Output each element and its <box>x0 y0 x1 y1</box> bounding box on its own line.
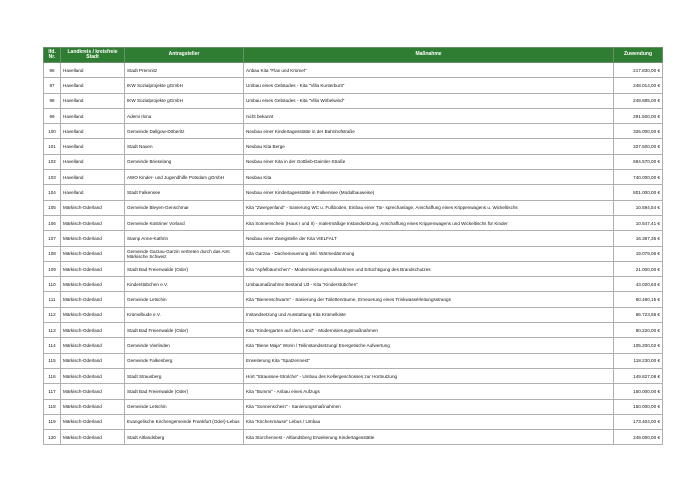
cell-antragsteller: Gemeinde Küstriner Vorland <box>125 215 244 230</box>
table-row <box>44 200 663 215</box>
cell-antragsteller: Gemeinde Falkenberg <box>125 353 244 368</box>
cell-antragsteller: Stadt Premnitz <box>125 63 244 78</box>
cell-nr: 98 <box>44 93 61 108</box>
cell-zuwendung: 740.000,00 € <box>614 170 663 185</box>
table-row <box>44 185 663 200</box>
col-header-antragsteller: Antragsteller <box>125 48 244 63</box>
table-row <box>44 414 663 429</box>
cell-antragsteller: Stamp Anne-Kathrin <box>125 231 244 246</box>
cell-massnahme: Neubau einer Kita in der Gottlieb-Daimler-Straße <box>244 154 614 169</box>
table-row <box>44 231 663 246</box>
table-row <box>44 93 663 108</box>
cell-antragsteller: Stadt Bad Freienwalde (Oder) <box>125 261 244 276</box>
table-row <box>44 154 663 169</box>
cell-zuwendung: 249.885,00 € <box>614 93 663 108</box>
cell-antragsteller: Stadt Nauen <box>125 139 244 154</box>
cell-massnahme: Neubau einer Kindertagesstätte in Falkensee (Modulbauweise) <box>244 185 614 200</box>
cell-kreis: Märkisch-Oderland <box>61 368 125 383</box>
cell-nr: 117 <box>44 384 61 399</box>
cell-massnahme: Hort "Strausseе-Strolche" - Umbau des Kellergeschosses zur Hortnutzung <box>244 368 614 383</box>
cell-antragsteller: Gemeinde Bleyen-Genschmar <box>125 200 244 215</box>
cell-kreis: Havelland <box>61 185 125 200</box>
cell-kreis: Havelland <box>61 124 125 139</box>
cell-kreis: Havelland <box>61 170 125 185</box>
cell-nr: 107 <box>44 231 61 246</box>
cell-antragsteller: Stadt Strausberg <box>125 368 244 383</box>
cell-massnahme: Kita "Bummi" - Anbau eines Aufzugs <box>244 384 614 399</box>
cell-antragsteller: Gemeinde Brieselang <box>125 154 244 169</box>
cell-massnahme: Kita "Kindergarten auf dem Land" - Modernisierungsmaßnahmen <box>244 323 614 338</box>
cell-kreis: Märkisch-Oderland <box>61 399 125 414</box>
cell-kreis: Märkisch-Oderland <box>61 414 125 429</box>
cell-zuwendung: 19.079,06 € <box>614 246 663 261</box>
cell-nr: 106 <box>44 215 61 230</box>
cell-zuwendung: 327.500,00 € <box>614 139 663 154</box>
cell-antragsteller: AWO Kinder- und Jugendhilfe Potsdam gGmbH <box>125 170 244 185</box>
table-row <box>44 108 663 123</box>
col-header-nr: lfd. Nr. <box>44 48 61 63</box>
cell-massnahme: Kita Storchennest - Altlandsberg Erweiterung Kindertagesstätte <box>244 430 614 445</box>
cell-massnahme: Anbau Kita "Flax und Krümel" <box>244 63 614 78</box>
col-header-zuwendung: Zuwendung <box>614 48 663 63</box>
cell-massnahme: Kita Garzau - Dachemeuerung inkl. Wärmedämmung <box>244 246 614 261</box>
cell-nr: 112 <box>44 307 61 322</box>
cell-antragsteller: Gemeinde Letschin <box>125 399 244 414</box>
cell-zuwendung: 10.594,54 € <box>614 200 663 215</box>
cell-massnahme: nicht bekannt <box>244 108 614 123</box>
cell-massnahme: Kita "Zwergenland" - Sanierung WC u. Fußboden, Einbau einer Tür- sprechanlage, Anschaffung eines Krippenwagens u. Wickeltischs <box>244 200 614 215</box>
cell-nr: 99 <box>44 108 61 123</box>
table-header-row <box>44 48 663 63</box>
cell-zuwendung: 248.014,00 € <box>614 78 663 93</box>
table-row <box>44 63 663 78</box>
cell-massnahme: Neubau Kita Berge <box>244 139 614 154</box>
table-row <box>44 139 663 154</box>
cell-antragsteller: Gemeinde Garzau-Garzin vertreten durch das Amt Märkische Schweiz <box>125 246 244 261</box>
table-row <box>44 323 663 338</box>
cell-nr: 120 <box>44 430 61 445</box>
cell-nr: 100 <box>44 124 61 139</box>
cell-zuwendung: 43.020,63 € <box>614 277 663 292</box>
cell-zuwendung: 80.220,00 € <box>614 323 663 338</box>
cell-kreis: Märkisch-Oderland <box>61 215 125 230</box>
cell-nr: 116 <box>44 368 61 383</box>
cell-massnahme: Umbau eines Gebäudes - Kita "Villa Wirbelwind" <box>244 93 614 108</box>
cell-massnahme: Umbau eines Gebäudes - Kita "Villa Kunterbunt" <box>244 78 614 93</box>
cell-zuwendung: 105.200,02 € <box>614 338 663 353</box>
cell-massnahme: Kita "Sonnenschein" - Sanierungsmaßnahmen <box>244 399 614 414</box>
cell-antragsteller: Stadt Altlandsberg <box>125 430 244 445</box>
cell-antragsteller: IKW Sozialprojekte gGmbH <box>125 78 244 93</box>
cell-kreis: Havelland <box>61 154 125 169</box>
cell-nr: 111 <box>44 292 61 307</box>
cell-zuwendung: 60.480,15 € <box>614 292 663 307</box>
cell-nr: 110 <box>44 277 61 292</box>
cell-massnahme: Erweiterung Kita "Spatzennest" <box>244 353 614 368</box>
cell-massnahme: Umbaumaßnahme Bestand U3 - Kita "Kinderstübchen" <box>244 277 614 292</box>
cell-nr: 103 <box>44 170 61 185</box>
table-row <box>44 292 663 307</box>
cell-zuwendung: 291.500,00 € <box>614 108 663 123</box>
cell-zuwendung: 21.000,00 € <box>614 261 663 276</box>
cell-kreis: Märkisch-Oderland <box>61 200 125 215</box>
table-row <box>44 170 663 185</box>
cell-kreis: Märkisch-Oderland <box>61 261 125 276</box>
cell-kreis: Märkisch-Oderland <box>61 384 125 399</box>
cell-kreis: Märkisch-Oderland <box>61 338 125 353</box>
cell-zuwendung: 249.000,00 € <box>614 430 663 445</box>
cell-antragsteller: Gemeinde Vierlinden <box>125 338 244 353</box>
table-row <box>44 384 663 399</box>
cell-massnahme: Kita "Kirchenmäuse" Lebus / Umbau <box>244 414 614 429</box>
cell-antragsteller: Stadt Bad Freienwalde (Oder) <box>125 323 244 338</box>
cell-kreis: Märkisch-Oderland <box>61 277 125 292</box>
cell-kreis: Havelland <box>61 108 125 123</box>
cell-nr: 97 <box>44 78 61 93</box>
cell-massnahme: Kita "Apfelbäumchen" - Modernisierungsmaßnahmen und Ertüchtigung des Brandschutzes <box>244 261 614 276</box>
cell-kreis: Märkisch-Oderland <box>61 246 125 261</box>
cell-massnahme: Instandsetzung und Ausstattung Kita Krümelkiste <box>244 307 614 322</box>
cell-nr: 109 <box>44 261 61 276</box>
table-row <box>44 261 663 276</box>
cell-massnahme: Kita "Biene Maja" Worin / Teilinstandsetzung/ Energetische Aufwertung <box>244 338 614 353</box>
table-row <box>44 277 663 292</box>
cell-zuwendung: 325.000,00 € <box>614 124 663 139</box>
cell-massnahme: Kita Sonnenschein (Haus I und II) - malermäßige Instandsetzung, Anschaffung eines Krippenwagens und Wickeltischs für Kinder <box>244 215 614 230</box>
cell-massnahme: Neubau einer Kindertagesstätte in der Bahnhofstraße <box>244 124 614 139</box>
cell-zuwendung: 217.830,00 € <box>614 63 663 78</box>
cell-zuwendung: 150.000,00 € <box>614 384 663 399</box>
cell-nr: 113 <box>44 323 61 338</box>
cell-kreis: Havelland <box>61 93 125 108</box>
cell-antragsteller: Gemeinde Letschin <box>125 292 244 307</box>
cell-antragsteller: Kinderstübchen e.V. <box>125 277 244 292</box>
cell-kreis: Märkisch-Oderland <box>61 231 125 246</box>
cell-zuwendung: 66.723,56 € <box>614 307 663 322</box>
cell-kreis: Havelland <box>61 78 125 93</box>
table-row <box>44 124 663 139</box>
cell-zuwendung: 684.570,00 € <box>614 154 663 169</box>
col-header-massnahme: Maßnahme <box>244 48 614 63</box>
table-row <box>44 215 663 230</box>
table-row <box>44 307 663 322</box>
table-row <box>44 338 663 353</box>
cell-nr: 105 <box>44 200 61 215</box>
cell-antragsteller: Stadt Falkensee <box>125 185 244 200</box>
cell-zuwendung: 16.387,36 € <box>614 231 663 246</box>
cell-antragsteller: Krümelbude e.V. <box>125 307 244 322</box>
cell-nr: 102 <box>44 154 61 169</box>
cell-kreis: Märkisch-Oderland <box>61 353 125 368</box>
cell-kreis: Märkisch-Oderland <box>61 430 125 445</box>
cell-nr: 119 <box>44 414 61 429</box>
cell-zuwendung: 10.647,41 € <box>614 215 663 230</box>
cell-massnahme: Neubau einer Zweigstelle der Kita VIELFALT <box>244 231 614 246</box>
cell-nr: 108 <box>44 246 61 261</box>
cell-nr: 118 <box>44 399 61 414</box>
cell-kreis: Havelland <box>61 139 125 154</box>
cell-antragsteller: Ademi Ilona <box>125 108 244 123</box>
table-row <box>44 399 663 414</box>
cell-massnahme: Neubau Kita <box>244 170 614 185</box>
cell-nr: 96 <box>44 63 61 78</box>
cell-zuwendung: 801.000,00 € <box>614 185 663 200</box>
cell-antragsteller: IKW Sozialprojekte gGmbH <box>125 93 244 108</box>
cell-nr: 101 <box>44 139 61 154</box>
cell-nr: 104 <box>44 185 61 200</box>
cell-zuwendung: 118.230,00 € <box>614 353 663 368</box>
cell-kreis: Havelland <box>61 63 125 78</box>
cell-nr: 114 <box>44 338 61 353</box>
cell-antragsteller: Stadt Bad Freienwalde (Oder) <box>125 384 244 399</box>
table-row <box>44 246 663 261</box>
cell-zuwendung: 149.827,08 € <box>614 368 663 383</box>
table-row <box>44 430 663 445</box>
col-header-kreis: Landkreis / kreisfreie Stadt <box>61 48 125 63</box>
cell-antragsteller: Gemeinde Dallgow-Döberitz <box>125 124 244 139</box>
cell-antragsteller: Evangelische Kirchengemeinde Frankfurt (Oder)-Lebus <box>125 414 244 429</box>
table-row <box>44 78 663 93</box>
cell-massnahme: Kita "Bienenschwarm" - Sanierung der Toilettenräume, Erneuerung eines Trinkwassérleitungsstrangs <box>244 292 614 307</box>
table-row <box>44 353 663 368</box>
cell-zuwendung: 150.000,00 € <box>614 399 663 414</box>
cell-kreis: Märkisch-Oderland <box>61 292 125 307</box>
cell-zuwendung: 173.404,00 € <box>614 414 663 429</box>
cell-kreis: Märkisch-Oderland <box>61 323 125 338</box>
funding-table-sheet <box>43 47 663 445</box>
cell-nr: 115 <box>44 353 61 368</box>
funding-table <box>43 47 663 445</box>
table-row <box>44 368 663 383</box>
cell-kreis: Märkisch-Oderland <box>61 307 125 322</box>
